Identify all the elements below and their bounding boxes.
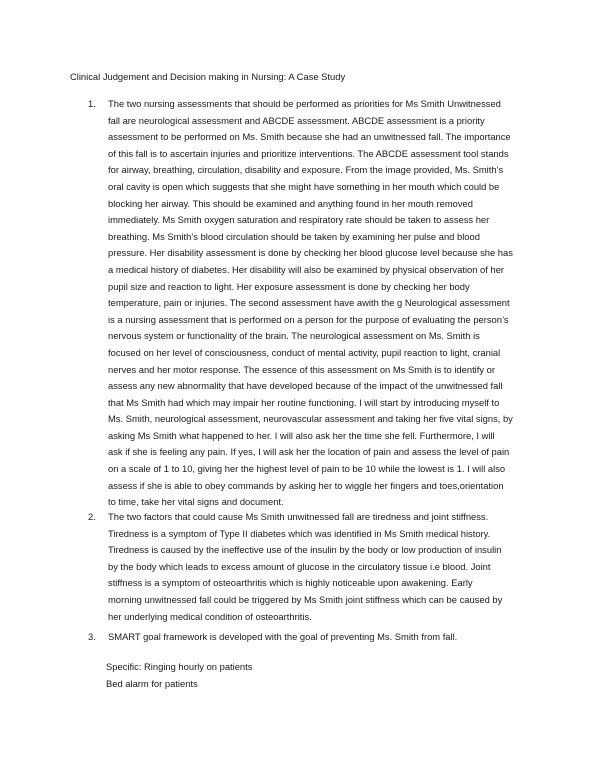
paragraph-line: focused on her level of consciousness, conduct of mental activity, pupil reaction to light, cranial — [108, 346, 501, 358]
paragraph-line: by the body which leads to excess amount of glucose in the circulatory tissue i.e blood. Joint — [108, 560, 491, 572]
paragraph-line: ask if she is feeling any pain. If yes, I will ask her the location of pain and assess the level of pain — [108, 446, 510, 458]
document-title: Clinical Judgement and Decision making in Nursing: A Case Study — [70, 71, 346, 82]
paragraph-line: blocking her airway. This should be examined and anything found in her mouth removed — [108, 197, 473, 209]
paragraph-line: her underlying medical condition of osteoarthritis. — [108, 610, 312, 622]
paragraph-line: to time, take her vital signs and document. — [108, 496, 284, 508]
paragraph-line: stiffness is a symptom of osteoarthritis which is highly noticeable upon awakening. Early — [108, 577, 473, 589]
paragraph-line: of this fall is to ascertain injuries and prioritize interventions. The ABCDE assessment tool stands — [108, 147, 509, 159]
paragraph-line: breathing. Ms Smith’s blood circulation should be taken by examining her pulse and blood — [108, 230, 480, 242]
paragraph-line: pupil size and reaction to light. Her exposure assessment is done by checking her body — [108, 280, 470, 292]
paragraph-line: The two factors that could cause Ms Smith unwitnessed fall are tiredness and joint stiffness. — [108, 511, 489, 522]
list-item-number: 1. — [88, 98, 96, 109]
paragraph-line: nervous system or functionality of the brain. The neurological assessment on Ms. Smith is — [108, 330, 480, 342]
paragraph-line: The two nursing assessments that should be performed as priorities for Ms Smith Unwitnessed — [108, 98, 501, 109]
goal-bed-alarm: Bed alarm for patients — [106, 678, 198, 689]
paragraph-line: oral cavity is open which suggests that she might have something in her mouth which could be — [108, 180, 500, 192]
paragraph-line: assessment to be performed on Ms. Smith because she had an unwitnessed fall. The importance — [108, 131, 511, 143]
paragraph-line: on a scale of 1 to 10, giving her the highest level of pain to be 10 while the lowest is 1. I will also — [108, 463, 506, 475]
paragraph-line: assess any new abnormality that have developed because of the impact of the unwitnessed fall — [108, 380, 503, 392]
paragraph-line: Tiredness is a symptom of Type II diabetes which was identified in Ms Smith medical history. — [108, 527, 491, 539]
paragraph-line: pressure. Her disability assessment is done by checking her blood glucose level because she has — [108, 247, 513, 259]
paragraph-line: for airway, breathing, circulation, disability and exposure. From the image provided, Ms. Smith’s — [108, 164, 504, 176]
list-item-number: 3. — [88, 631, 96, 642]
list-item-text — [108, 629, 457, 646]
paragraph-line: a medical history of diabetes. Her disability will also be examined by physical observation of her — [108, 263, 505, 275]
paragraph-line: that Ms Smith had which may impair her routine functioning. I will start by introducing myself to — [108, 396, 500, 408]
paragraph-line: assess if she is able to obey commands by asking her to wiggle her fingers and toes,orientation — [108, 479, 504, 491]
list-item-number: 2. — [88, 511, 96, 522]
paragraph-line: SMART goal framework is developed with the goal of preventing Ms. Smith from fall. — [108, 631, 458, 642]
paragraph-line: asking Ms Smith what happened to her. I will also ask her the time she fell. Furthermore, I will — [108, 429, 495, 441]
paragraph-line: Ms. Smith, neurological assessment, neurovascular assessment and taking her five vital signs, by — [108, 413, 513, 425]
list-item-text — [108, 509, 502, 625]
goal-specific: Specific: Ringing hourly on patients — [106, 661, 253, 672]
paragraph-line: temperature, pain or injuries. The second assessment have awith the g Neurological assessment — [108, 297, 510, 309]
paragraph-line: fall are neurological assessment and ABCDE assessment. ABCDE assessment is a priority — [108, 114, 485, 126]
paragraph-line: nerves and her motor response. The essence of this assessment on Ms Smith is to identify or — [108, 363, 495, 375]
paragraph-line: immediately. Ms Smith oxygen saturation and respiratory rate should be taken to assess her — [108, 214, 490, 226]
paragraph-line: is a nursing assessment that is performed on a person for the purpose of evaluating the person’s — [108, 313, 509, 325]
list-item-text — [108, 96, 513, 511]
paragraph-line: Tiredness is caused by the ineffective use of the insulin by the body or low production of insulin — [108, 544, 502, 556]
paragraph-line: morning unwitnessed fall could be triggered by Ms Smith joint stiffness which can be caused by — [108, 593, 503, 605]
